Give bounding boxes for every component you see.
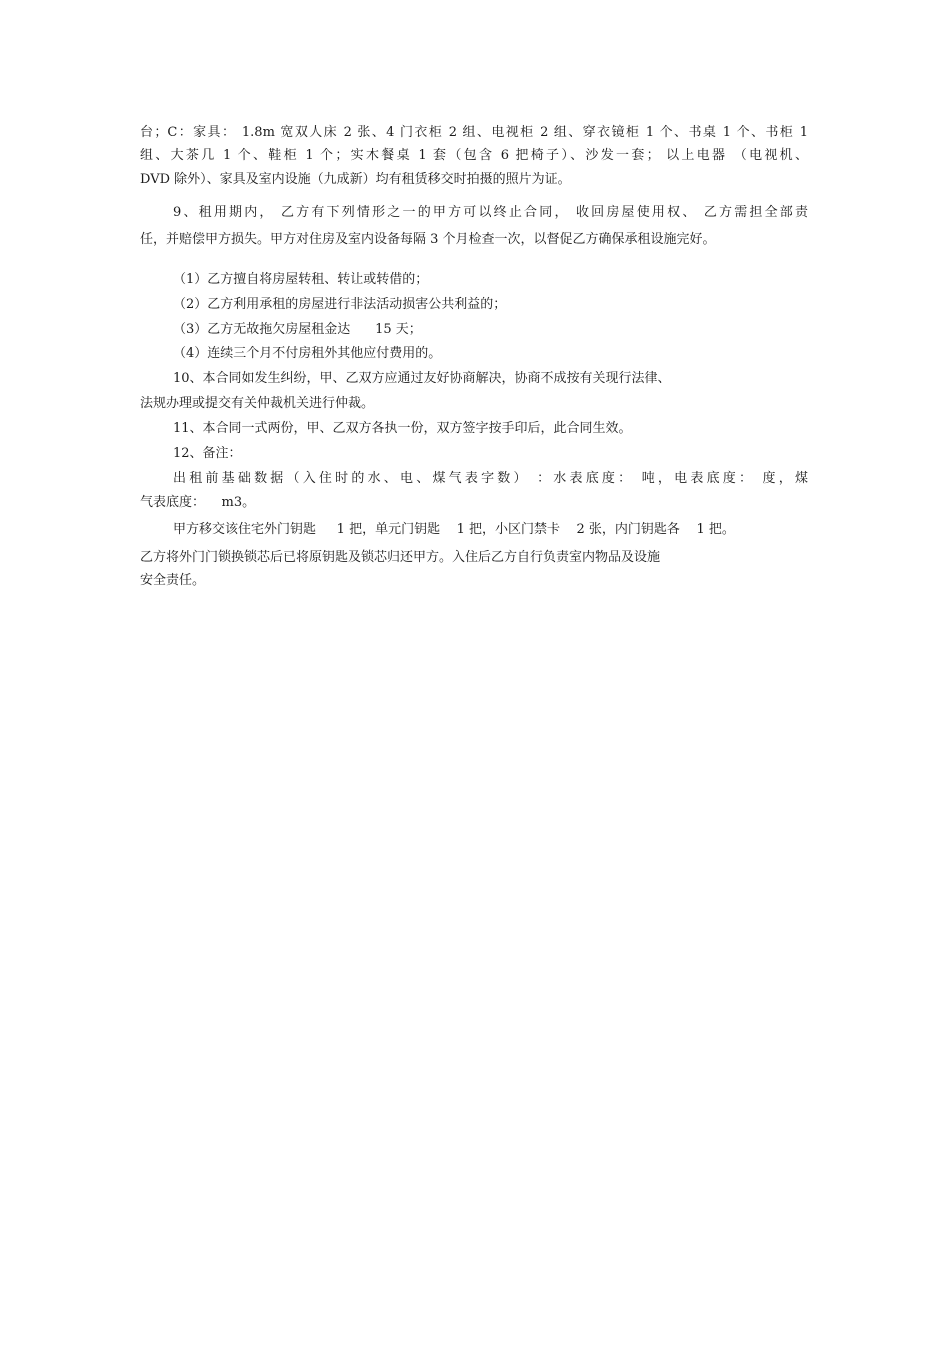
text-line: 台；C：家具： 1.8m 宽双人床 2 张、4 门衣柜 2 组、电视柜 2 组、穿衣镜柜 1 个、书桌 1 个、书柜 1 xyxy=(140,125,808,140)
text-line: 安全责任。 xyxy=(140,573,206,588)
text-line: 12、备注： xyxy=(173,446,242,461)
text-line: 组、大茶几 1 个、鞋柜 1 个；实木餐桌 1 套（包含 6 把椅子）、沙发一套； 以上电器 （电视机、 xyxy=(140,148,808,163)
text-line: 乙方将外门门锁换锁芯后已将原钥匙及锁芯归还甲方。入住后乙方自行负责室内物品及设施 xyxy=(140,550,661,565)
text-line: 10、本合同如发生纠纷，甲、乙双方应通过友好协商解决，协商不成按有关现行法律、 xyxy=(173,371,671,386)
list-item: （1）乙方擅自将房屋转租、转让或转借的； xyxy=(173,272,429,287)
text-line: 甲方移交该住宅外门钥匙 1 把，单元门钥匙 1 把，小区门禁卡 2 张，内门钥匙各 1 把。 xyxy=(173,522,735,537)
list-item: （4）连续三个月不付房租外其他应付费用的。 xyxy=(173,346,442,361)
list-item: （3）乙方无故拖欠房屋租金达 15 天； xyxy=(173,322,422,337)
text-line: 法规办理或提交有关仲裁机关进行仲裁。 xyxy=(140,396,375,411)
text-line: 气表底度： m3。 xyxy=(140,495,256,510)
list-item: （2）乙方利用承租的房屋进行非法活动损害公共利益的； xyxy=(173,297,507,312)
text-line: 11、本合同一式两份，甲、乙双方各执一份，双方签字按手印后，此合同生效。 xyxy=(173,421,632,436)
text-line: 9、租用期内， 乙方有下列情形之一的甲方可以终止合同， 收回房屋使用权、 乙方需担全部责 xyxy=(173,205,808,220)
text-line: 出租前基础数据（入住时的水、电、煤气表字数） ：水表底度： 吨，电表底度： 度，煤 xyxy=(173,471,808,486)
text-line: 任，并赔偿甲方损失。甲方对住房及室内设备每隔 3 个月检查一次，以督促乙方确保承租设施完好。 xyxy=(140,232,716,247)
text-line: DVD 除外）、家具及室内设施（九成新）均有租赁移交时拍摄的照片为证。 xyxy=(140,172,571,187)
